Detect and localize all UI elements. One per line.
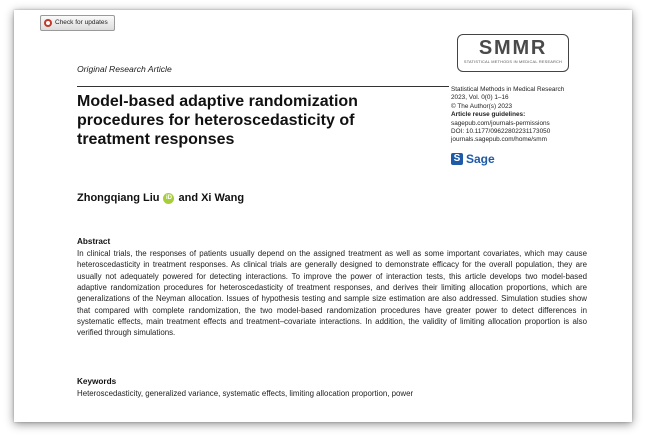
journal-logo-subtitle: STATISTICAL METHODS IN MEDICAL RESEARCH xyxy=(463,59,563,64)
meta-copyright: © The Author(s) 2023 xyxy=(451,102,513,110)
article-title: Model-based adaptive randomization procedures for heteroscedasticity of treatment responses xyxy=(77,93,358,148)
meta-reuse-label: Article reuse guidelines: xyxy=(451,111,526,119)
keywords-text: Heteroscedasticity, generalized variance, systematic effects, limiting allocation proportion, power xyxy=(77,389,414,398)
keywords-heading: Keywords xyxy=(77,377,117,386)
journal-logo-acronym: SMMR xyxy=(478,37,548,59)
author-list xyxy=(77,192,244,204)
check-for-updates-label: Check for updates xyxy=(55,19,108,26)
orcid-icon[interactable]: iD xyxy=(163,193,174,204)
meta-volume: 2023, Vol. 0(0) 1–16 xyxy=(451,94,509,102)
sage-logo-icon: S xyxy=(451,153,463,165)
meta-doi[interactable]: DOI: 10.1177/09622802231173050 xyxy=(451,128,551,136)
article-type: Original Research Article xyxy=(77,64,172,74)
update-icon xyxy=(44,19,52,27)
abstract-text: In clinical trials, the responses of patients usually depend on the assigned treatment as well as some important covariates, which may cause heteroscedasticity in treatment responses. As clinical trials are generally designed to demonstrate efficacy for the overall population, they are usually not adequately powered for detecting interactions. To improve the power of interaction tests, this article develops two model-based adaptive randomization procedures for heteroscedasticity of treatment responses, and derives their limiting allocation proportions, which are generalizations of the Neyman allocation. Issues of hypothesis testing and sample size estimation are also addressed. Simulation studies show that compared with complete randomization, the two model-based randomization procedures have greater power to detect differences in systematic effects, main treatment effects and treatment–covariate interactions. In addition, the validity of limiting allocation proportion is also verified through simulations. xyxy=(77,249,587,338)
publisher-logo xyxy=(451,152,495,166)
header-divider xyxy=(77,86,449,87)
meta-journal-link[interactable]: journals.sagepub.com/home/smm xyxy=(451,136,547,144)
publication-meta xyxy=(451,86,591,145)
publisher-name: Sage xyxy=(466,152,495,166)
author-rest: and Xi Wang xyxy=(178,192,245,204)
meta-journal: Statistical Methods in Medical Research xyxy=(451,86,565,93)
author-first: Zhongqiang Liu xyxy=(77,192,160,204)
meta-reuse-link[interactable]: sagepub.com/journals-permissions xyxy=(451,119,550,127)
check-for-updates-button[interactable] xyxy=(40,15,115,31)
abstract-heading: Abstract xyxy=(77,237,111,246)
article-page xyxy=(14,10,632,422)
journal-logo xyxy=(457,34,569,72)
